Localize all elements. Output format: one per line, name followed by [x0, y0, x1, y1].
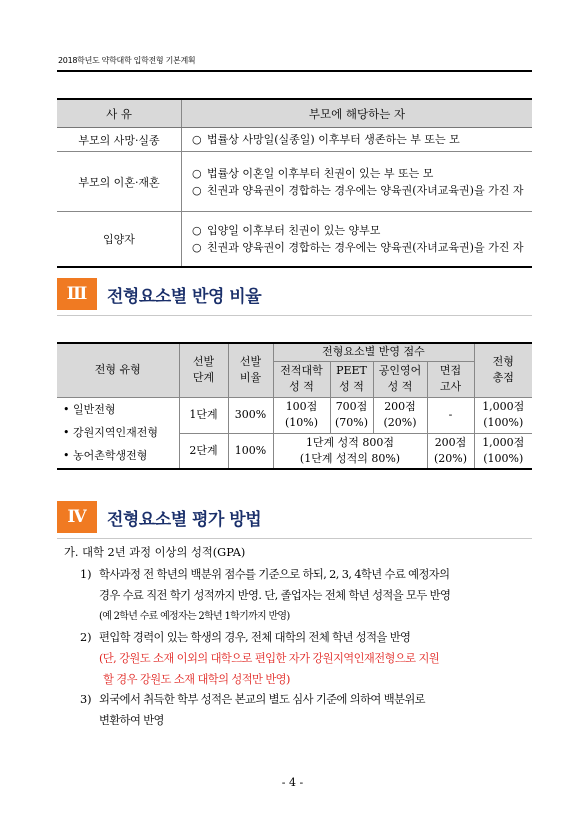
section-number-badge: Ⅲ — [57, 278, 97, 310]
item-2-text — [99, 627, 539, 690]
selection-type-item: • 강원지역인재전형 — [63, 426, 158, 440]
header-peet-l2: 성 적 — [339, 380, 364, 393]
interview-cell — [427, 433, 474, 469]
section-title: 전형요소별 평가 방법 — [107, 510, 262, 530]
english-cell — [373, 397, 427, 433]
total-cell — [474, 433, 532, 469]
page-number: - 4 - — [281, 776, 304, 789]
stage-cell: 2단계 — [179, 433, 228, 469]
total-score: 1,000점 — [482, 435, 525, 449]
header-english-l2: 성 적 — [387, 380, 413, 393]
list-item: 입양일 이후부터 친권이 있는 양부모 — [207, 223, 381, 237]
selection-type-item: • 일반전형 — [63, 403, 116, 417]
table-row — [57, 128, 532, 152]
header-interview — [427, 361, 474, 397]
item-1-example: (예 2학년 수료 예정자는 2학년 1학기까지 반영) — [99, 611, 290, 622]
list-item: 법률상 이혼일 이후부터 친권이 있는 부 또는 모 — [207, 166, 434, 180]
table-row-stage1 — [57, 397, 532, 433]
parent-cell — [182, 128, 533, 152]
item-1-number: 1) — [80, 568, 92, 581]
selection-type-item: • 농어촌학생전형 — [63, 449, 148, 463]
document-header: 2018학년도 약학대학 입학전형 기본계획 — [58, 56, 196, 65]
item-2-note-red: (단, 강원도 소재 이외의 대학으로 편입한 자가 강원지역인재전형으로 지원 — [99, 652, 440, 665]
reason-cell: 부모의 이혼·재혼 — [57, 152, 182, 212]
peet-pct: (70%) — [334, 416, 369, 429]
english-pct: (20%) — [383, 416, 417, 429]
item-3-line: 외국에서 취득한 학부 성적은 본교의 별도 심사 기준에 의하여 백분위로 — [99, 693, 425, 706]
section-rule — [57, 538, 532, 539]
header-stage-l2: 단계 — [192, 371, 215, 385]
parent-definition-table — [57, 98, 532, 268]
merged-pct: (1단계 성적의 80%) — [299, 451, 401, 465]
merged-score: 1단계 성적 800점 — [305, 435, 395, 449]
item-1-text — [99, 564, 539, 627]
header-ratio-l1: 선발 — [239, 355, 262, 369]
bullet-mark: ○ — [192, 133, 202, 146]
header-stage — [179, 343, 228, 397]
list-item: 법률상 사망일(실종일) 이후부터 생존하는 부 또는 모 — [207, 133, 460, 146]
table-row — [57, 212, 532, 267]
interview-cell: - — [427, 397, 474, 433]
peet-cell — [330, 397, 373, 433]
bullet-mark: ○ — [192, 223, 202, 237]
selection-types-cell — [57, 397, 179, 469]
list-item: 친권과 양육권이 경합하는 경우에는 양육권(자녀교육권)을 가진 자 — [207, 183, 524, 197]
gpa-score: 100점 — [285, 400, 318, 413]
header-ratio — [228, 343, 273, 397]
header-type: 전형 유형 — [57, 343, 179, 397]
item-2-note-red: 할 경우 강원도 소재 대학의 성적만 반영) — [103, 673, 290, 686]
header-gpa-l2: 성 적 — [289, 380, 314, 393]
header-ratio-l2: 비율 — [239, 371, 262, 385]
selection-ratio-table — [57, 342, 532, 470]
header-english-l1: 공인영어 — [378, 364, 422, 377]
header-peet — [330, 361, 373, 397]
col-header-parent: 부모에 해당하는 자 — [182, 99, 533, 128]
gpa-cell — [273, 397, 330, 433]
col-header-reason: 사 유 — [57, 99, 182, 128]
header-gpa-l1: 전적대학 — [280, 364, 323, 377]
header-interview-l2: 고사 — [439, 380, 462, 393]
interview-pct: (20%) — [433, 451, 468, 465]
header-english — [373, 361, 427, 397]
list-item: 친권과 양육권이 경합하는 경우에는 양육권(자녀교육권)을 가진 자 — [207, 240, 524, 254]
header-element-group: 전형요소별 반영 점수 — [273, 343, 474, 361]
reason-cell: 부모의 사망·실종 — [57, 128, 182, 152]
section-number-badge: Ⅳ — [57, 501, 97, 533]
merged-score-cell — [273, 433, 427, 469]
section-3-header — [57, 278, 532, 310]
table-row — [57, 152, 532, 212]
english-score: 200점 — [384, 400, 416, 413]
header-total-l2: 총점 — [492, 371, 514, 385]
ratio-cell: 300% — [228, 397, 273, 433]
total-cell — [474, 397, 532, 433]
total-pct: (100%) — [483, 451, 524, 465]
reason-cell: 입양자 — [57, 212, 182, 267]
total-score: 1,000점 — [482, 400, 525, 413]
interview-score: 200점 — [434, 435, 467, 449]
stage-cell: 1단계 — [179, 397, 228, 433]
header-rule — [57, 70, 532, 72]
item-3-line: 변환하여 반영 — [99, 714, 164, 727]
section-title: 전형요소별 반영 비율 — [107, 287, 262, 307]
ratio-cell: 100% — [228, 433, 273, 469]
section-4-header — [57, 501, 532, 533]
header-interview-l1: 면접 — [439, 364, 462, 377]
header-total — [474, 343, 532, 397]
header-stage-l1: 선발 — [192, 355, 215, 369]
item-3-number: 3) — [80, 693, 92, 706]
bullet-mark: ○ — [192, 240, 202, 254]
bullet-mark: ○ — [192, 166, 202, 180]
subsection-a-title: 가. 대학 2년 과정 이상의 성적(GPA) — [64, 546, 246, 559]
item-1-line: 학사과정 전 학년의 백분위 점수를 기준으로 하되, 2, 3, 4학년 수료 예정자의 — [99, 568, 450, 581]
header-gpa — [273, 361, 330, 397]
section-rule — [57, 315, 532, 316]
peet-score: 700점 — [335, 400, 368, 413]
parent-cell — [182, 212, 533, 267]
item-3-text — [99, 689, 539, 731]
parent-cell — [182, 152, 533, 212]
gpa-pct: (10%) — [284, 416, 319, 429]
bullet-mark: ○ — [192, 183, 202, 197]
item-2-line: 편입학 경력이 있는 학생의 경우, 전체 대학의 전체 학년 성적을 반영 — [99, 631, 411, 644]
header-peet-l1: PEET — [336, 364, 367, 377]
header-total-l1: 전형 — [492, 355, 514, 369]
item-1-line: 경우 수료 직전 학기 성적까지 반영. 단, 졸업자는 전체 학년 성적을 모두 반영 — [99, 589, 451, 602]
item-2-number: 2) — [80, 631, 92, 644]
total-pct: (100%) — [483, 416, 524, 429]
